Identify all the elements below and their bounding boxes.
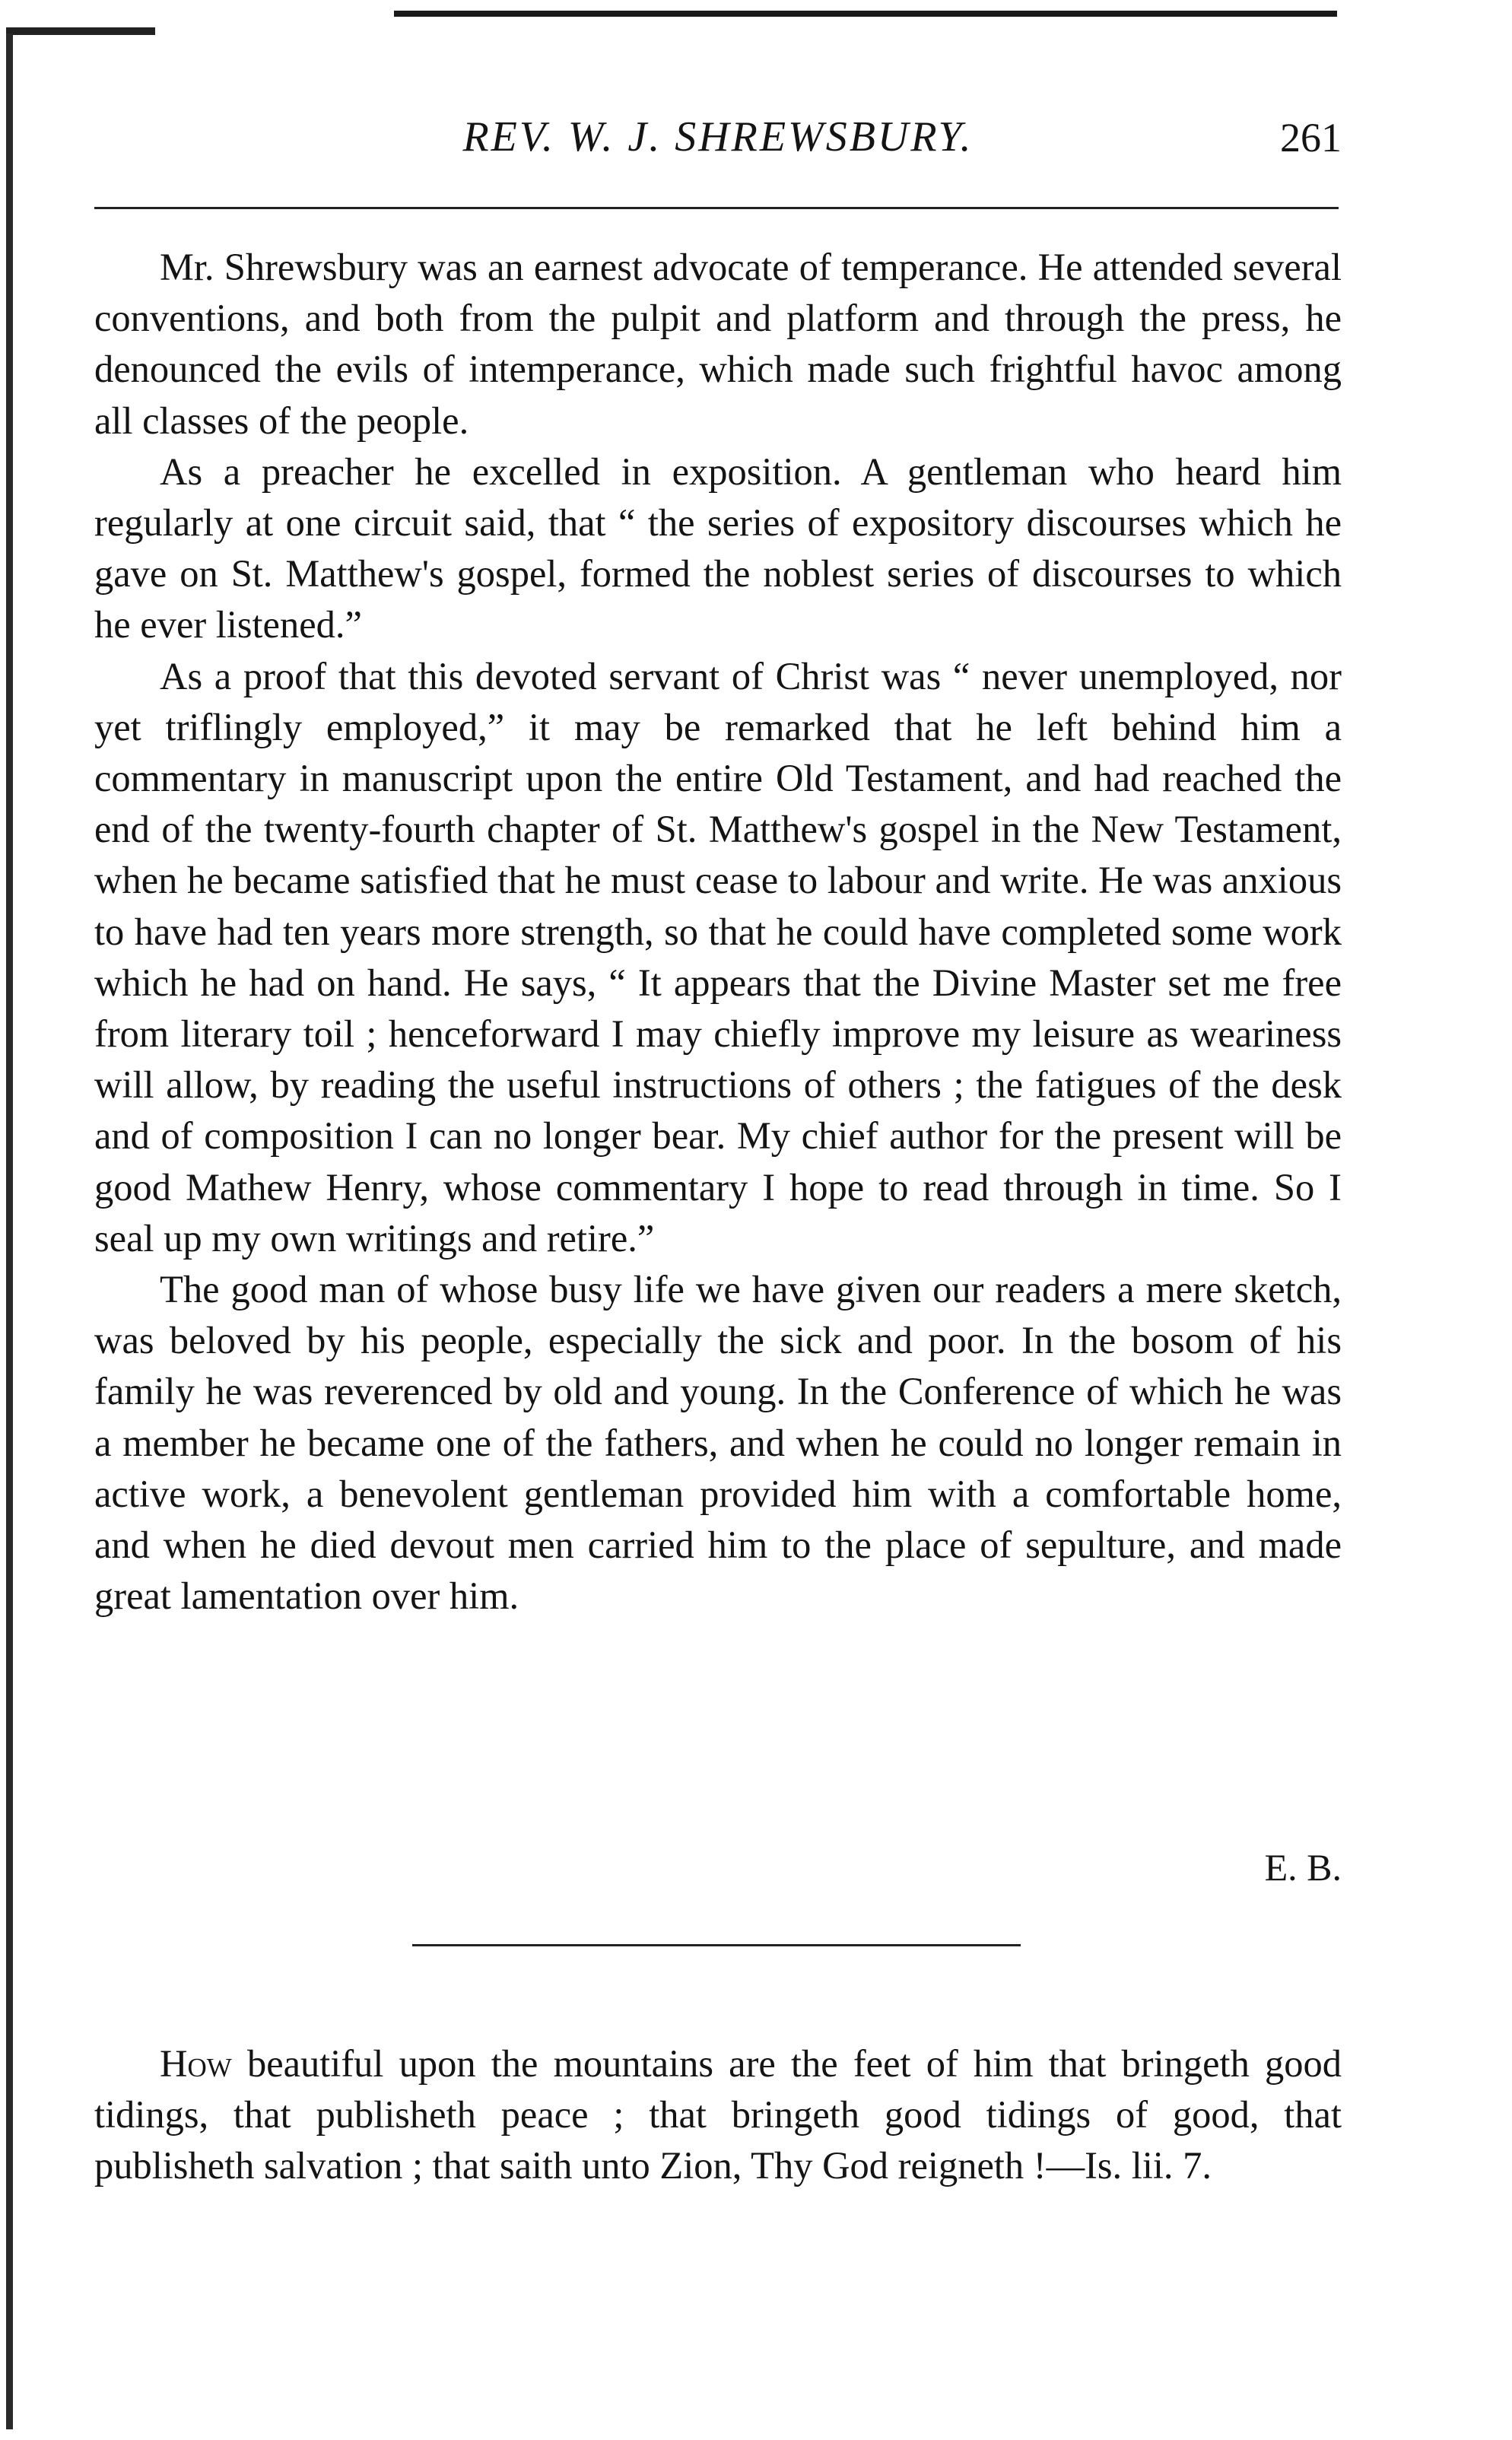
verse-paragraph	[94, 2038, 1342, 2191]
signature-initials: E. B.	[1264, 1846, 1342, 1889]
verse-text: beautiful upon the mountains are the feet of him that bringeth good tidings, that publisheth peace ; that bringeth good tidings of good, that publisheth salvation ; that saith unto Zion, Thy God reigneth !—Is. lii. 7.	[94, 2042, 1342, 2187]
paragraph-temperance: Mr. Shrewsbury was an earnest advocate of temperance. He attended several conventions, and both from the pulpit and platform and through the press, he denounced the evils of intemperance, which made such frightful havoc among all classes of the people.	[94, 246, 1342, 442]
paragraph-good-man: The good man of whose busy life we have given our readers a mere sketch, was beloved by his people, especially the sick and poor. In the bosom of his family he was reverenced by old and young. In the Conference of which he was a member he became one of the fathers, and when he could no longer remain in active work, a benevolent gentleman provided him with a comfortable home, and when he died devout men carried him to the place of sepulture, and made great lamentation over him.	[94, 1268, 1342, 1618]
scan-edge-artifact	[394, 11, 1337, 17]
paragraph-preacher: As a preacher he excelled in exposition. A gentleman who heard him regularly at one circuit said, that “ the series of expository discourses which he gave on St. Matthew's gospel, formed the noblest series of discourses to which he ever listened.”	[94, 450, 1342, 647]
body-text	[94, 242, 1342, 1622]
page-header	[94, 113, 1342, 186]
scripture-verse	[94, 2038, 1342, 2191]
paragraph-commentary: As a proof that this devoted servant of Christ was “ never unemployed, nor yet triflingly employed,” it may be remarked that he left behind him a commentary in manuscript upon the entire Old Testament, and had reached the end of the twenty-fourth chapter of St. Matthew's gospel in the New Testament, when he became satisfied that he must cease to labour and write. He was anxious to have had ten years more strength, so that he could have completed some work which he had on hand. He says, “ It appears that the Divine Master set me free from literary toil ; henceforward I may chiefly improve my leisure as weariness will allow, by reading the useful instructions of others ; the fatigues of the desk and of composition I can no longer bear. My chief author for the present will be good Mathew Henry, whose commentary I hope to read through in time. So I seal up my own writings and retire.”	[94, 654, 1342, 1260]
header-rule	[94, 207, 1339, 209]
verse-lead-word: How	[160, 2042, 232, 2085]
page-number: 261	[1280, 115, 1342, 160]
running-title: REV. W. J. SHREWSBURY.	[462, 113, 974, 160]
scan-edge-artifact	[6, 27, 155, 35]
scan-edge-artifact	[6, 33, 13, 2429]
section-divider	[412, 1944, 1021, 1946]
